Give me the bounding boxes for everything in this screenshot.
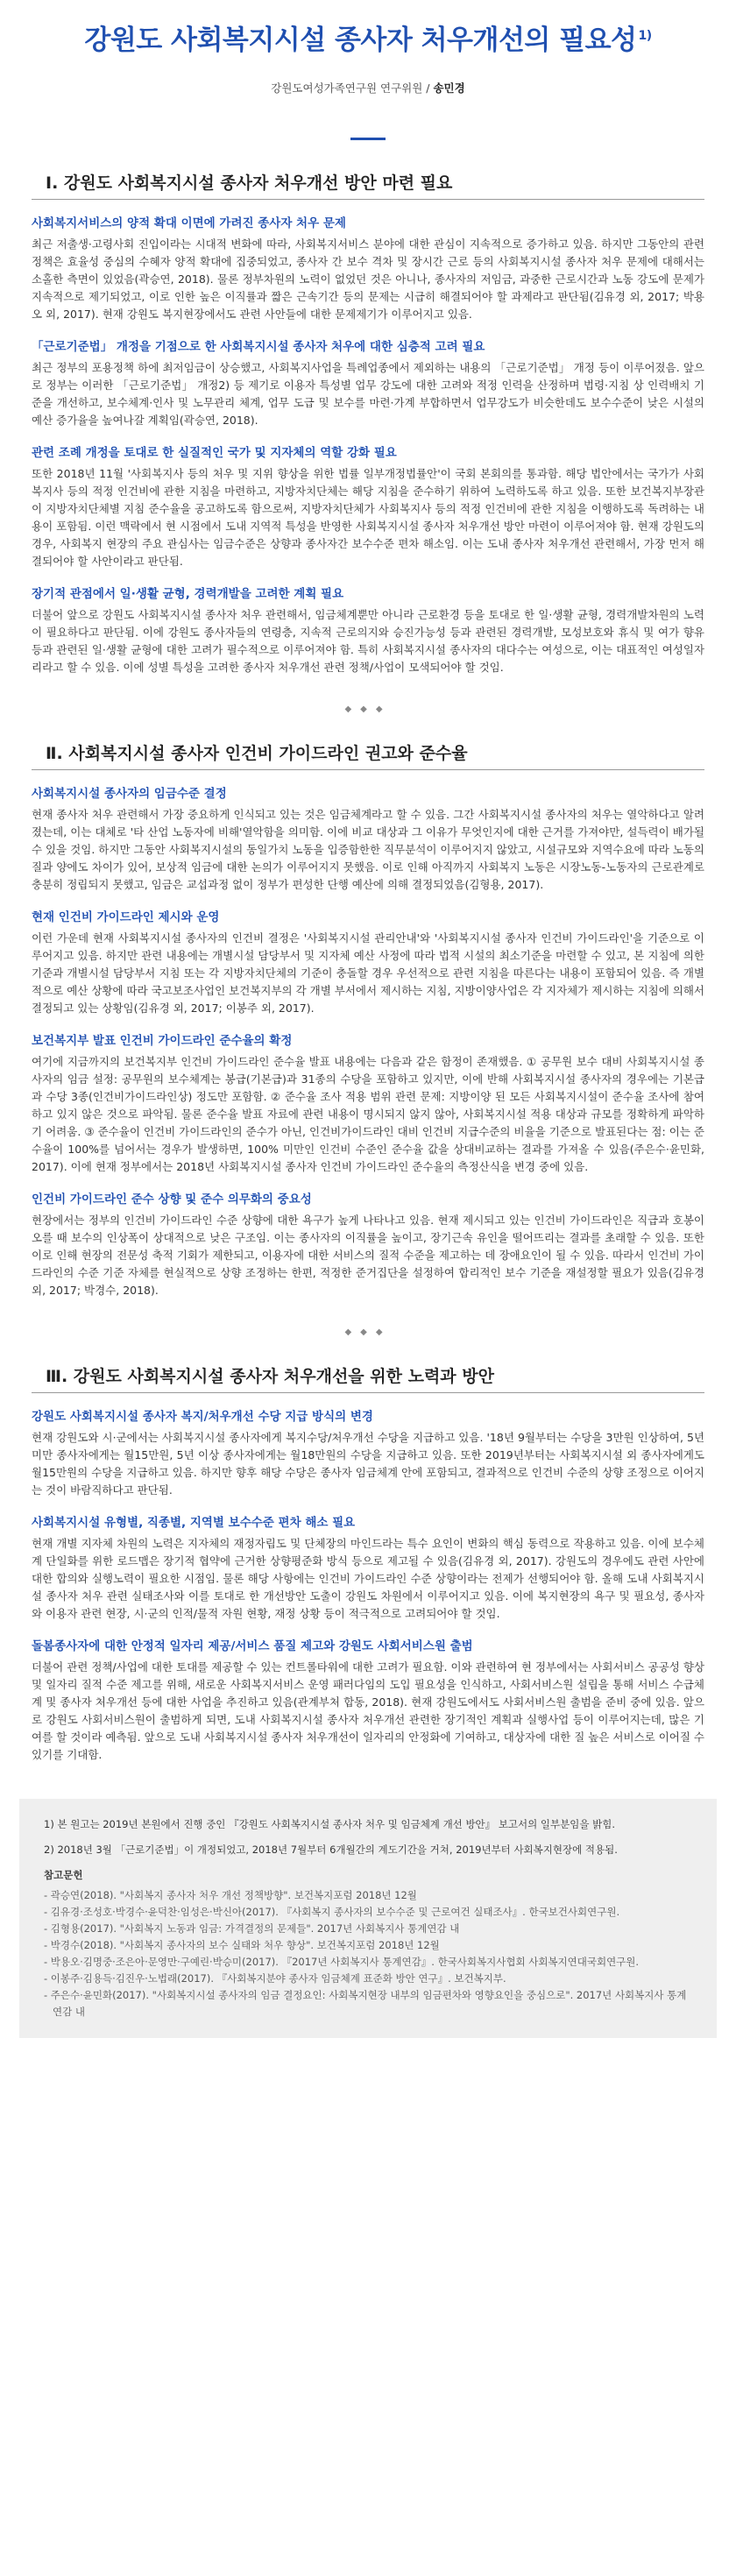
document-title [0, 18, 736, 57]
paragraph: 현장에서는 정부의 인건비 가이드라인 수준 상향에 대한 욕구가 높게 나타나고 있음. 현재 제시되고 있는 인건비 가이드라인은 직급과 호봉이 오를 때 보수의 인상폭이 상대적으로 낮은 구조임. 이는 종사자의 이직률을 높이고, 장기근속 유인을 떨어뜨리는 결과를 초래할 수 있음. 또한 이로 인해 현장의 전문성 축적 기회가 제한되고, 이용자에 대한 서비스의 질적 수준을 제고하는 데 장애요인이 될 수 있음. 따라서 인건비 가이드라인의 수준 기준 자체를 현실적으로 상향 조정하는 한편, 적정한 준거집단을 설정하여 합리적인 보수 기준을 재설정할 필요가 있음(김유경 외, 2017; 박경수, 2018). [32, 1214, 704, 1297]
reference-item: - 김형용(2017). "사회복지 노동과 임금: 가격결정의 문제들". 2017년 사회복지사 통계연감 내 [44, 1922, 460, 1935]
author-line [0, 80, 736, 96]
subheading: 강원도 사회복지시설 종사자 복지/처우개선 수당 지급 방식의 변경 [32, 1410, 373, 1424]
footnote: 2) 2018년 3월 「근로기준법」이 개정되었고, 2018년 7월부터 6개월간의 계도기간을 거쳐, 2019년부터 사회복지현장에 적용됨. [44, 1844, 618, 1856]
subheading: 사회복지서비스의 양적 확대 이면에 가려진 종사자 처우 문제 [32, 216, 346, 230]
paragraph: 최근 정부의 포용정책 하에 최저임금이 상승했고, 사회복지사업을 특례업종에서 제외하는 내용의 「근로기준법」 개정 등이 이루어졌음. 앞으로 정부는 이러한 「근로기준법」 개정2) 등 제기로 이용자 특성별 업무 강도에 대한 고려와 적정 인력을 산정하며 법령·지침 상 인력배치 기준을 개선하고, 보수체계·인사 및 노무관리 체계, 업무 도급 및 보수를 마련·가계 부합하면서 업무강도가 비슷한데도 보수수준이 낮은 시설의 예산 증가율을 높여나갈 계획임(곽승연, 2018). [32, 361, 704, 427]
section-3 [32, 1363, 704, 1764]
section-heading: Ⅱ. 사회복지시설 종사자 인건비 가이드라인 권고와 준수율 [32, 740, 704, 770]
reference-item: - 이봉주·김용득·김진우·노법래(2017). 『사회복지분야 종사자 임금체계 표준화 방안 연구』. 보건복지부. [44, 1972, 506, 1985]
subheading: 인건비 가이드라인 준수 상향 및 준수 의무화의 중요성 [32, 1192, 312, 1207]
footnotes-box [19, 1799, 717, 2038]
references-title: 참고문헌 [44, 1869, 83, 1881]
subheading: 현재 인건비 가이드라인 제시와 운영 [32, 910, 220, 924]
paragraph: 또한 2018년 11월 '사회복지사 등의 처우 및 지위 향상을 위한 법률 일부개정법률안'이 국회 본회의를 통과함. 해당 법안에서는 국가가 사회복지사 등의 적정 인건비에 관한 지침을 마련하고, 지방자치단체는 해당 지침을 준수하기 위하여 노력하도록 하고 있음. 또한 보건복지부장관이 지방자치단체별 지침 준수율을 공고하도록 함으로써, 지방자치단체가 사회복지사 등의 적정 인건비에 관한 지침을 이행하도록 독려하는 내용이 포함됨. 이런 맥락에서 현 시점에서 도내 지역적 특성을 반영한 사회복지시설 종사자 처우개선 방안 마련이 이루어져야 함. 현재 강원도의 경우, 사회복지 현장의 주요 관심사는 임금수준은 상향과 종사자간 보수수준 편차 해소임. 이는 도내 종사자 처우개선 관련해서, 가장 먼저 해결되어야 할 사안이라고 판단됨. [32, 467, 704, 568]
paragraph: 현재 강원도와 시·군에서는 사회복지시설 종사자에게 복지수당/처우개선 수당을 지급하고 있음. '18년 9월부터는 수당을 3만원 인상하여, 5년 미만 종사자에게는 월15만원, 5년 이상 종사자에게는 월18만원의 수당을 지급하고 있음. 또한 2019년부터는 사회복지시설 외 종사자에게도 월15만원의 수당을 지급하고 있음. 하지만 향후 해당 수당은 종사자 임금체계 안에 포함되고, 결과적으로 인건비 수준의 상향 조정으로 이어지는 것이 바람직하다고 판단됨. [32, 1431, 704, 1497]
section-separator: ◆◆◆ [344, 1327, 392, 1337]
subheading: 돌봄종사자에 대한 안정적 일자리 제공/서비스 품질 제고와 강원도 사회서비스원 출범 [32, 1639, 473, 1653]
paragraph: 최근 저출생·고령사회 진입이라는 시대적 변화에 따라, 사회복지서비스 분야에 대한 관심이 지속적으로 증가하고 있음. 하지만 그동안의 관련 정책은 효율성 중심의 수혜자 양적 확대에 집중되었고, 종사자 간 보수 격차 및 장시간 근로 등의 사회복지시설 종사자 처우 문제에 대해서는 소홀한 측면이 있었음(곽승연, 2018). 물론 정부차원의 노력이 없었던 것은 아니나, 종사자의 저임금, 과중한 근로시간과 노동 강도에 문제가 지속적으로 제기되었고, 이로 인한 높은 이직률과 짧은 근속기간 등의 문제는 시급히 해결되어야 할 과제라고 판단됨(김유경 외, 2017; 박용오 외, 2017). 현재 강원도 복지현장에서도 관련 사안들에 대한 문제제기가 이루어지고 있음. [32, 237, 704, 321]
section-heading: Ⅰ. 강원도 사회복지시설 종사자 처우개선 방안 마련 필요 [32, 170, 704, 200]
reference-item: - 박경수(2018). "사회복지 종사자의 보수 실태와 처우 향상". 보건복지포럼 2018년 12월 [44, 1939, 440, 1951]
paragraph: 이런 가운데 현재 사회복지시설 종사자의 인건비 결정은 '사회복지시설 관리안내'와 '사회복지시설 종사자 인건비 가이드라인'을 기준으로 이루어지고 있음. 하지만 관련 내용에는 개별시설 담당부서 및 지자체 예산 사정에 따라 법적 시설의 최소기준을 마련할 수 있고, 본 지침에 의한 기준과 개별시설 담당부서 지침 또는 각 지방자치단체의 기준이 충돌할 경우 우선적으로 관련 지침을 따른다는 내용이 포함되어 있음. 즉 개별적으로 예산 상황에 따라 국고보조사업인 보건복지부의 각 개별 부서에서 제시하는 지침, 지방이양사업은 각 지자체가 제시하는 지침에 의해서 결정되고 있는 상황임(김유경 외, 2017; 이봉주 외, 2017). [32, 931, 704, 1015]
reference-item: - 주은수·윤민화(2017). "사회복지시설 종사자의 임금 결정요인: 사회복지현장 내부의 임금편차와 영향요인을 중심으로". 2017년 사회복지사 통계연감 내 [44, 1989, 687, 2018]
footnote: 1) 본 원고는 2019년 본원에서 진행 중인 『강원도 사회복지시설 종사자 처우 및 임금체계 개선 방안』 보고서의 일부분임을 밝힘. [44, 1818, 615, 1830]
document-body [0, 170, 736, 1764]
author-name: 송민경 [433, 81, 465, 95]
subheading: 보건복지부 발표 인건비 가이드라인 준수율의 확정 [32, 1034, 293, 1048]
paragraph: 더불어 앞으로 강원도 사회복지시설 종사자 처우 관련해서, 임금체계뿐만 아니라 근로환경 등을 토대로 한 일·생활 균형, 경력개발차원의 노력이 필요하다고 판단됨. 이에 강원도 종사자들의 연령층, 지속적 근로의지와 승진가능성 등과 관련된 경력개발, 모성보호와 휴식 및 여가 향유 등과 관련된 일·생활 균형에 대한 고려가 필수적으로 이루어져야 함. 특히 사회복지시설 종사자의 대다수는 여성으로, 이는 대표적인 여성일자리라고 할 수 있음. 이에 성별 특성을 고려한 종사자 처우개선 관련 정책/사업이 모색되어야 할 것임. [32, 608, 704, 674]
reference-item: - 곽승연(2018). "사회복지 종사자 처우 개선 정책방향". 보건복지포럼 2018년 12월 [44, 1889, 417, 1901]
section-separator: ◆◆◆ [344, 704, 392, 714]
reference-item: - 김유경·조성호·박경수·윤덕찬·임성은·박신아(2017). 『사회복지 종사자의 보수수준 및 근로여건 실태조사』. 한국보건사회연구원. [44, 1906, 620, 1918]
section-2 [32, 740, 704, 1299]
paragraph: 여기에 지금까지의 보건복지부 인건비 가이드라인 준수율 발표 내용에는 다음과 같은 함정이 존재했음. ① 공무원 보수 대비 사회복지시설 종사자의 임금 설정: 공무원의 보수체계는 봉급(기본급)과 31종의 수당을 포함하고 있지만, 이에 반해 사회복지시설 종사자의 경우에는 기본급과 수당 3종(인건비가이드라인상) 정도만 포함함. ② 준수율 조사 적용 범위 관련 문제: 지방이양 된 모든 사회복지시설이 준수율 조사에 참여하고 있지 않은 것으로 파악됨. 물론 준수율 발표 자료에 관련 내용이 명시되지 않지 않아, 사회복지시설 적용 대상과 규모를 정확하게 파악하기 어려움. ③ 준수율이 인건비 가이드라인의 준수가 아닌, 인건비가이드라인 대비 인건비 지급수준의 비율을 기준으로 발표된다는 점: 이는 준수율이 100%를 넘어서는 경우가 발생하면, 100% 미만인 인건비 수준인 준수율 값을 상대비교하는 결과를 가져올 수 있음(주은수·윤민화, 2017). 이에 현재 정부에서는 2018년 사회복지시설 종사자 인건비 가이드라인 준수율의 측정산식을 변경 중에 있음. [32, 1055, 704, 1173]
title-divider [350, 138, 386, 140]
subheading: 장기적 관점에서 일·생활 균형, 경력개발을 고려한 계획 필요 [32, 587, 344, 601]
section-1 [32, 170, 704, 676]
title-footnote-marker: 1) [638, 28, 652, 43]
subheading: 「근로기준법」 개정을 기점으로 한 사회복지시설 종사자 처우에 대한 심층적 고려 필요 [32, 340, 485, 354]
subheading: 관련 조례 개정을 토대로 한 실질적인 국가 및 지자체의 역할 강화 필요 [32, 446, 397, 460]
reference-item: - 박용오·김명중·조은아·문영만·구예린·박승미(2017). 『2017년 사회복지사 통계연감』. 한국사회복지사협회 사회복지연대국회연구원. [44, 1956, 640, 1968]
subheading: 사회복지시설 종사자의 임금수준 결정 [32, 787, 227, 801]
document-header [0, 0, 736, 140]
paragraph: 현재 개별 지자체 차원의 노력은 지자체의 재정자립도 및 단체장의 마인드라는 특수 요인이 변화의 핵심 동력으로 작용하고 있음. 이에 보수체계 단일화를 위한 로드맵은 장기적 협약에 근거한 상향평준화 방식 등으로 제고될 수 있음(김유경 외, 2017). 강원도의 경우에도 관련 사안에 대한 합의와 실행노력이 필요한 시점임. 물론 해당 사항에는 인건비 가이드라인 수준 상향이라는 전제가 선행되어야 함. 올해 도내 사회복지시설 종사자 처우 관련 실태조사와 이를 토대로 한 개선방안 도출이 강원도 차원에서 이루어지고 있음. 이에 복지현장의 욕구 및 필요성, 종사자와 이용자 관련 현장, 시·군의 인적/물적 자원 현황, 재정 상황 등이 적극적으로 고려되어야 할 것임. [32, 1537, 704, 1620]
title-text: 강원도 사회복지시설 종사자 처우개선의 필요성 [84, 25, 637, 56]
author-affiliation: 강원도여성가족연구원 연구위원 / [271, 81, 434, 95]
paragraph: 현재 종사자 처우 관련해서 가장 중요하게 인식되고 있는 것은 임금체계라고 할 수 있음. 그간 사회복지시설 종사자의 처우는 열악하다고 알려졌는데, 이는 대체로 '타 산업 노동자에 비해'열악함을 의미함. 이에 비교 대상과 그 이유가 무엇인지에 대한 근거를 가져야만, 설득력이 배가될 수 있을 것임. 하지만 그동안 사회복지시설의 동일가치 노동을 입증함한한 직무분석이 이루어지지 않았고, 시설규모와 지역수요에 따라 노동의 질과 양에도 차이가 있어, 보상적 임금에 대한 논의가 이루어지지 못했음. 이로 인해 아직까지 사회복지 노동은 시장노동-노동자의 근로관계로 충분히 정립되지 못했고, 임금은 교섭과정 없이 정부가 편성한 단행 예산에 의해 결정되었음(김형용, 2017). [32, 808, 704, 891]
paragraph: 더불어 관련 정책/사업에 대한 토대를 제공할 수 있는 컨트롤타워에 대한 고려가 필요함. 이와 관련하여 현 정부에서는 사회서비스 공공성 향상 및 일자리 질적 수준 제고를 위해, 새로운 사회복지서비스 운영 패러다임의 도입 필요성을 인식하고, 사회서비스원 설립을 통해 서비스 수급체계 및 종사자 처우개선 등에 대한 사업을 추진하고 있음(관계부처 합동, 2018). 현재 강원도에서도 사회서비스원 출범을 준비 중에 있음. 앞으로 강원도 사회서비스원이 출범하게 되면, 도내 사회복지시설 종사자 처우개선 관련한 장기적인 계획과 실행사업 등이 이루어지는데, 많은 기여를 할 것이라 예측됨. 앞으로 도내 사회복지시설 종사자 처우개선이 일자리의 안정화에 기여하고, 대상자에 대한 질 높은 서비스로 이어질 수 있기를 기대함. [32, 1660, 704, 1761]
section-heading: Ⅲ. 강원도 사회복지시설 종사자 처우개선을 위한 노력과 방안 [32, 1363, 704, 1393]
subheading: 사회복지시설 유형별, 직종별, 지역별 보수수준 편차 해소 필요 [32, 1516, 356, 1530]
